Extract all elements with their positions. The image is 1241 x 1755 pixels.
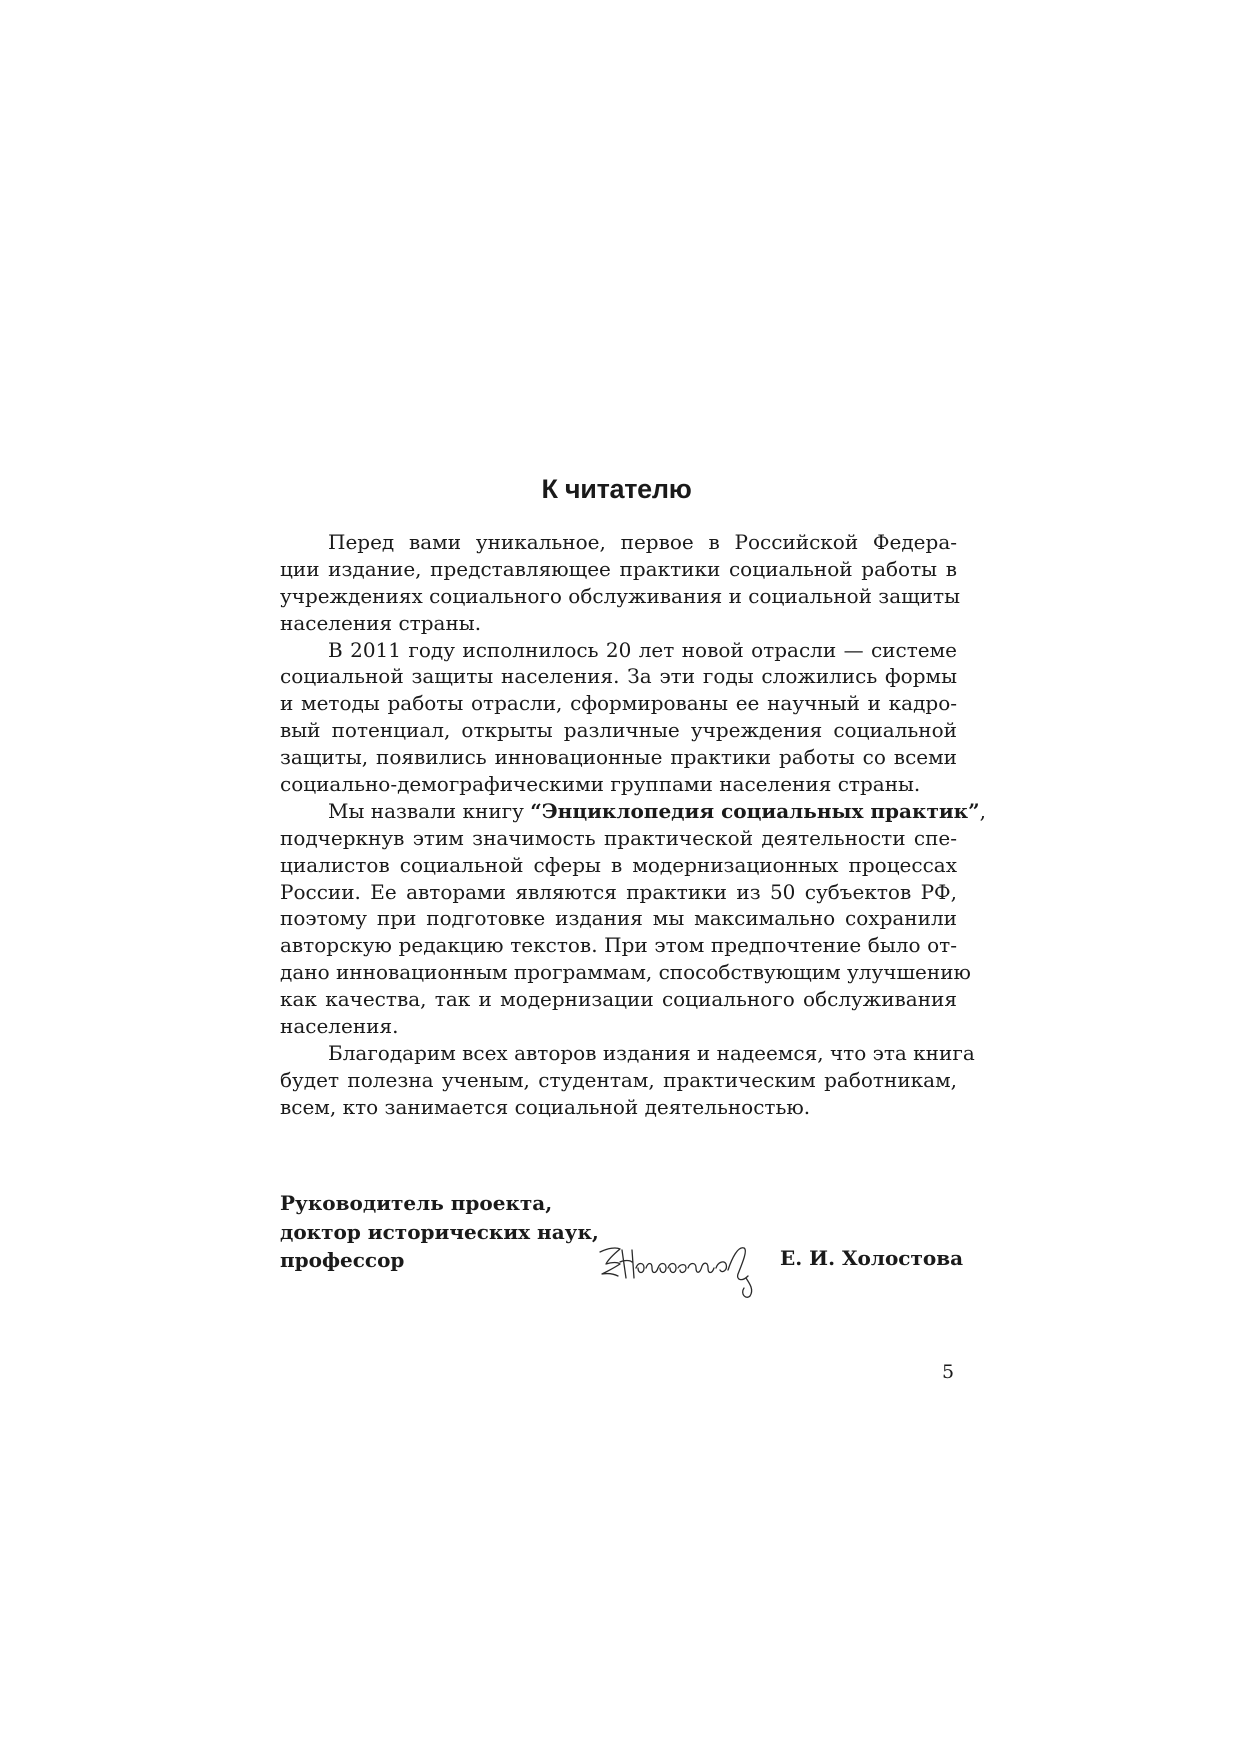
paragraph-1-line: ции издание, представляющее практики социальной работы в xyxy=(280,556,957,581)
signature-role-line: Руководитель проекта, xyxy=(280,1191,553,1215)
paragraph-2-line: и методы работы отрасли, сформированы ее научный и кадро- xyxy=(280,691,957,716)
page-title: К читателю xyxy=(541,474,692,504)
paragraph-3-line: как качества, так и модернизации социального обслуживания xyxy=(280,987,957,1012)
paragraph-3-line: дано инновационным программам, способствующим улучшению xyxy=(280,960,971,985)
signature-role-line: профессор xyxy=(280,1248,405,1272)
signer-name: Е. И. Холостова xyxy=(780,1246,964,1270)
paragraph-2-line: социальной защиты населения. За эти годы сложились формы xyxy=(280,664,957,689)
paragraph-4-line: Благодарим всех авторов издания и надеемся, что эта книга xyxy=(328,1040,975,1065)
paragraph-2-line: социально-демографическими группами населения страны. xyxy=(280,772,921,797)
paragraph-3-line: поэтому при подготовке издания мы максимально сохранили xyxy=(280,906,957,931)
paragraph-2-line: В 2011 году исполнилось 20 лет новой отрасли — системе xyxy=(328,637,957,662)
paragraph-3-lead-punct: , xyxy=(979,798,986,823)
paragraph-1-line: учреждениях социального обслуживания и социальной защиты xyxy=(280,583,961,608)
paragraph-1-line: населения страны. xyxy=(280,610,482,635)
paragraph-4-line: всем, кто занимается социальной деятельностью. xyxy=(280,1094,811,1119)
book-title: “Энциклопедия социальных практик” xyxy=(530,798,980,823)
paragraph-3-line: населения. xyxy=(280,1014,399,1039)
paragraph-3-lead-text: Мы назвали книгу xyxy=(328,798,531,823)
body-text xyxy=(280,529,986,1121)
signature-role-line: доктор исторических наук, xyxy=(280,1219,599,1244)
signature-role xyxy=(280,1189,599,1275)
paragraph-3-line: циалистов социальной сферы в модернизационных процессах xyxy=(280,852,957,877)
paragraph-2-line: вый потенциал, открыты различные учреждения социальной xyxy=(280,718,957,743)
paragraph-4-line: будет полезна ученым, студентам, практическим работникам, xyxy=(280,1067,957,1092)
paragraph-3-line: авторскую редакцию текстов. При этом предпочтение было от- xyxy=(280,933,957,958)
paragraph-3-line: подчеркнув этим значимость практической деятельности спе- xyxy=(280,825,957,850)
page-number: 5 xyxy=(942,1361,955,1383)
paragraph-3-line: России. Ее авторами являются практики из 50 субъектов РФ, xyxy=(280,879,957,904)
handwritten-signature xyxy=(596,1238,766,1300)
paragraph-1-line: Перед вами уникальное, первое в Российской Федера- xyxy=(328,530,957,554)
paragraph-3-lead-line xyxy=(280,798,986,825)
paragraph-2-line: защиты, появились инновационные практики работы со всеми xyxy=(280,745,957,770)
